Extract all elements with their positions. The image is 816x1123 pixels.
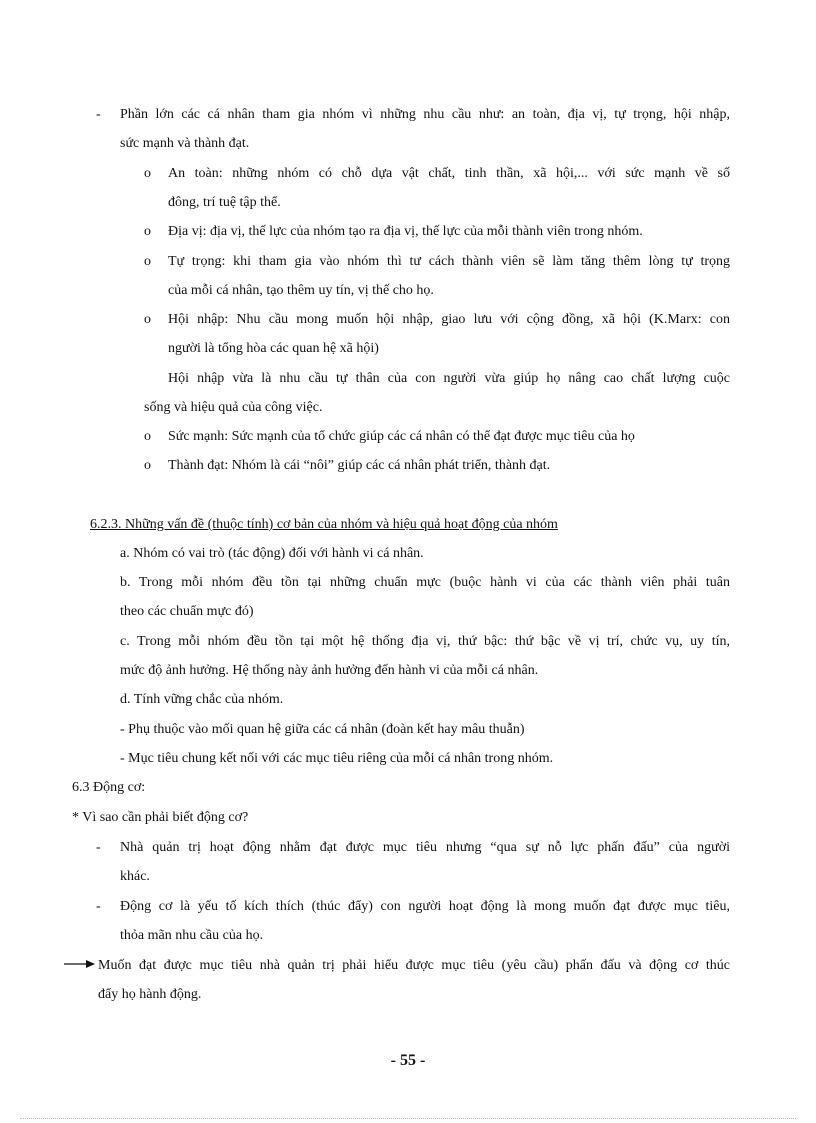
circle-bullet: o bbox=[144, 458, 151, 473]
text-line: Hội nhập: Nhu cầu mong muốn hội nhập, giao lưu với cộng đồng, xã hội (K.Marx: con bbox=[168, 312, 730, 327]
section-heading: 6.3 Động cơ: bbox=[72, 780, 146, 795]
text-line: c. Trong mỗi nhóm đều tồn tại một hệ thống địa vị, thứ bậc: thứ bậc về vị trí, chức vụ, uy tín, bbox=[120, 634, 730, 649]
text-line: a. Nhóm có vai trò (tác động) đối với hành vi cá nhân. bbox=[120, 546, 424, 561]
text-line: Nhà quản trị hoạt động nhằm đạt được mục tiêu nhưng “qua sự nỗ lực phấn đấu” của người bbox=[120, 840, 730, 855]
text-line: thỏa mãn nhu cầu của họ. bbox=[120, 928, 264, 943]
text-line: đẩy họ hành động. bbox=[98, 987, 202, 1002]
text-line: của mỗi cá nhân, tạo thêm uy tín, vị thế cho họ. bbox=[168, 283, 434, 298]
text-line: khác. bbox=[120, 869, 150, 884]
text-line: * Vì sao cần phải biết động cơ? bbox=[72, 810, 249, 825]
text-line: d. Tính vững chắc của nhóm. bbox=[120, 692, 284, 707]
text-line: Thành đạt: Nhóm là cái “nôi” giúp các cá nhân phát triển, thành đạt. bbox=[168, 458, 551, 473]
text-line: - Phụ thuộc vào mối quan hệ giữa các cá nhân (đoàn kết hay mâu thuẫn) bbox=[120, 722, 525, 737]
text-line: Sức mạnh: Sức mạnh của tổ chức giúp các cá nhân có thể đạt được mục tiêu của họ bbox=[168, 429, 635, 444]
text-line: Phần lớn các cá nhân tham gia nhóm vì những nhu cầu như: an toàn, địa vị, tự trọng, hội nhập, bbox=[120, 107, 730, 122]
dash-bullet: - bbox=[96, 107, 101, 122]
section-heading: 6.2.3. Những vấn đề (thuộc tính) cơ bản của nhóm và hiệu quả hoạt động của nhóm bbox=[90, 517, 558, 532]
text-line: mức độ ảnh hưởng. Hệ thống này ảnh hưởng đến hành vi của mỗi cá nhân. bbox=[120, 663, 539, 678]
text-line: Địa vị: địa vị, thế lực của nhóm tạo ra địa vị, thế lực của mỗi thành viên trong nhóm. bbox=[168, 224, 643, 239]
text-line: Hội nhập vừa là nhu cầu tự thân của con người vừa giúp họ nâng cao chất lượng cuộc bbox=[168, 371, 730, 386]
circle-bullet: o bbox=[144, 312, 151, 327]
text-line: người là tổng hòa các quan hệ xã hội) bbox=[168, 341, 379, 356]
text-line: đông, trí tuệ tập thể. bbox=[168, 195, 281, 210]
text-line: sức mạnh và thành đạt. bbox=[120, 136, 250, 151]
page-number: - 55 - bbox=[390, 1052, 426, 1069]
dash-bullet: - bbox=[96, 840, 101, 855]
text-line: Động cơ là yếu tố kích thích (thúc đẩy) con người hoạt động là mong muốn đạt được mục tiêu, bbox=[120, 899, 730, 914]
circle-bullet: o bbox=[144, 429, 151, 444]
divider bbox=[20, 1118, 796, 1119]
text-line: An toàn: những nhóm có chỗ dựa vật chất, tinh thần, xã hội,... với sức mạnh về số bbox=[168, 166, 730, 181]
dash-bullet: - bbox=[96, 899, 101, 914]
text-line: theo các chuẩn mực đó) bbox=[120, 604, 254, 619]
text-line: Muốn đạt được mục tiêu nhà quản trị phải hiểu được mục tiêu (yêu cầu) phấn đấu và động cơ thúc bbox=[98, 958, 730, 973]
text-line: sống và hiệu quả của công việc. bbox=[144, 400, 323, 415]
text-line: b. Trong mỗi nhóm đều tồn tại những chuẩn mực (buộc hành vi của các thành viên phải tuân bbox=[120, 575, 730, 590]
right-arrow-icon bbox=[64, 957, 96, 971]
circle-bullet: o bbox=[144, 224, 151, 239]
text-line: - Mục tiêu chung kết nối với các mục tiêu riêng của mỗi cá nhân trong nhóm. bbox=[120, 751, 554, 766]
circle-bullet: o bbox=[144, 254, 151, 269]
circle-bullet: o bbox=[144, 166, 151, 181]
text-line: Tự trọng: khi tham gia vào nhóm thì tư cách thành viên sẽ làm tăng thêm lòng tự trọng bbox=[168, 254, 730, 269]
